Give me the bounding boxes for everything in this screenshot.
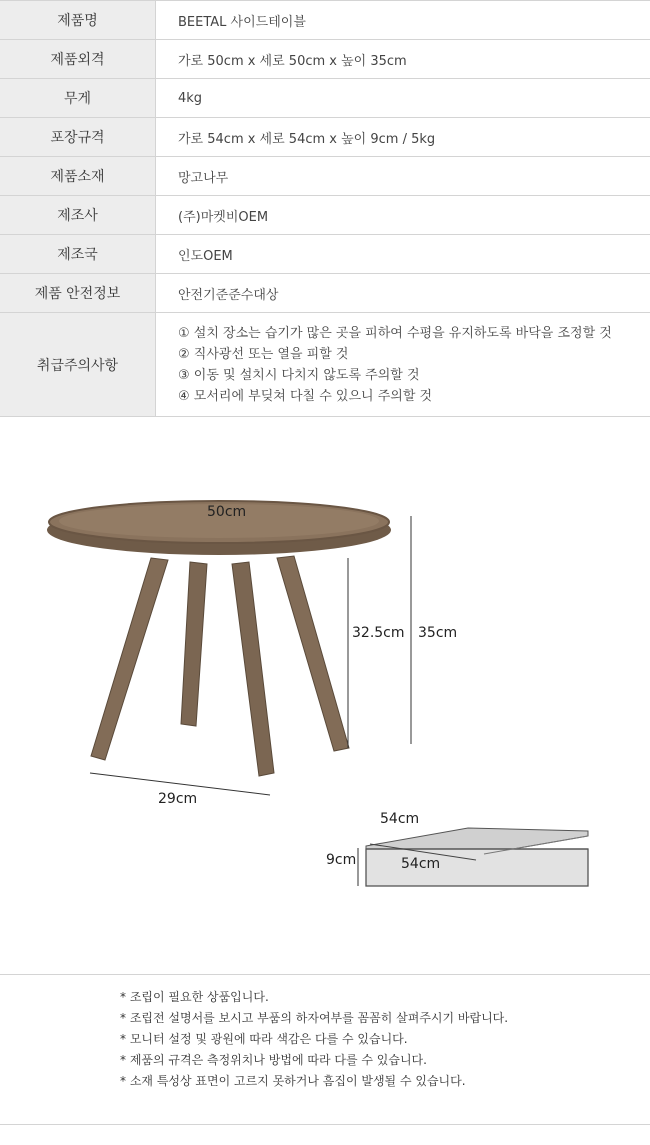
spec-label: 제품소재 (0, 157, 156, 196)
spec-row-weight (0, 79, 650, 118)
spec-value: 망고나무 (156, 157, 650, 196)
total-height-label: 35cm (418, 625, 458, 641)
spec-row-name (0, 1, 650, 40)
note-item: * 모니터 설정 및 광원에 따라 색감은 다를 수 있습니다. (120, 1032, 408, 1046)
dimension-diagram (0, 418, 650, 975)
spec-value: 4kg (156, 79, 650, 118)
spec-label: 무게 (0, 79, 156, 118)
table-leg-front-right (277, 556, 349, 751)
note-item: * 소재 특성상 표면이 고르지 못하거나 흠집이 발생될 수 있습니다. (120, 1074, 466, 1088)
spec-row-size (0, 40, 650, 79)
care-item: ③ 이동 및 설치시 다치지 않도록 주의할 것 (178, 367, 420, 383)
bottom-divider (0, 1124, 650, 1125)
spec-value: 가로 50cm x 세로 50cm x 높이 35cm (156, 40, 650, 79)
table-illustration (0, 418, 650, 974)
box-front (366, 849, 588, 886)
spec-label: 제품명 (0, 1, 156, 40)
spec-row-material (0, 157, 650, 196)
spec-table (0, 0, 650, 417)
note-item: * 제품의 규격은 측정위치나 방법에 따라 다를 수 있습니다. (120, 1053, 427, 1067)
box-depth-label: 54cm (401, 856, 441, 872)
care-item: ④ 모서리에 부딪쳐 다칠 수 있으니 주의할 것 (178, 388, 433, 404)
spec-value: 가로 54cm x 세로 54cm x 높이 9cm / 5kg (156, 118, 650, 157)
box-height-label: 9cm (326, 852, 357, 868)
spec-value: 안전기준준수대상 (156, 274, 650, 313)
note-item: * 조립전 설명서를 보시고 부품의 하자여부를 꼼꼼히 살펴주시기 바랍니다. (120, 1011, 509, 1025)
leg-height-label: 32.5cm (352, 625, 405, 641)
table-leg-back-left (181, 562, 207, 726)
care-label: 취급주의사항 (0, 313, 156, 417)
spec-row-safety (0, 274, 650, 313)
spec-row-package (0, 118, 650, 157)
spec-label: 제조국 (0, 235, 156, 274)
box-width-label: 54cm (380, 811, 420, 827)
care-item: ① 설치 장소는 습기가 많은 곳을 피하여 수평을 유지하도록 바닥을 조정할 것 (178, 325, 612, 341)
spec-value: BEETAL 사이드테이블 (156, 1, 650, 40)
spec-value: 인도OEM (156, 235, 650, 274)
care-item: ② 직사광선 또는 열을 피할 것 (178, 346, 349, 362)
table-leg-front-left (91, 558, 168, 760)
leg-span-label: 29cm (158, 791, 198, 807)
spec-label: 제품외격 (0, 40, 156, 79)
spec-row-care (0, 313, 650, 417)
care-list (178, 323, 650, 407)
spec-label: 포장규격 (0, 118, 156, 157)
spec-label: 제품 안전정보 (0, 274, 156, 313)
top-width-label: 50cm (207, 504, 247, 520)
spec-label: 제조사 (0, 196, 156, 235)
spec-row-origin (0, 235, 650, 274)
notes-list (120, 987, 508, 1092)
spec-value: (주)마켓비OEM (156, 196, 650, 235)
care-cell (156, 313, 650, 417)
spec-row-manufacturer (0, 196, 650, 235)
table-leg-back-right (232, 562, 274, 776)
note-item: * 조립이 필요한 상품입니다. (120, 990, 269, 1004)
